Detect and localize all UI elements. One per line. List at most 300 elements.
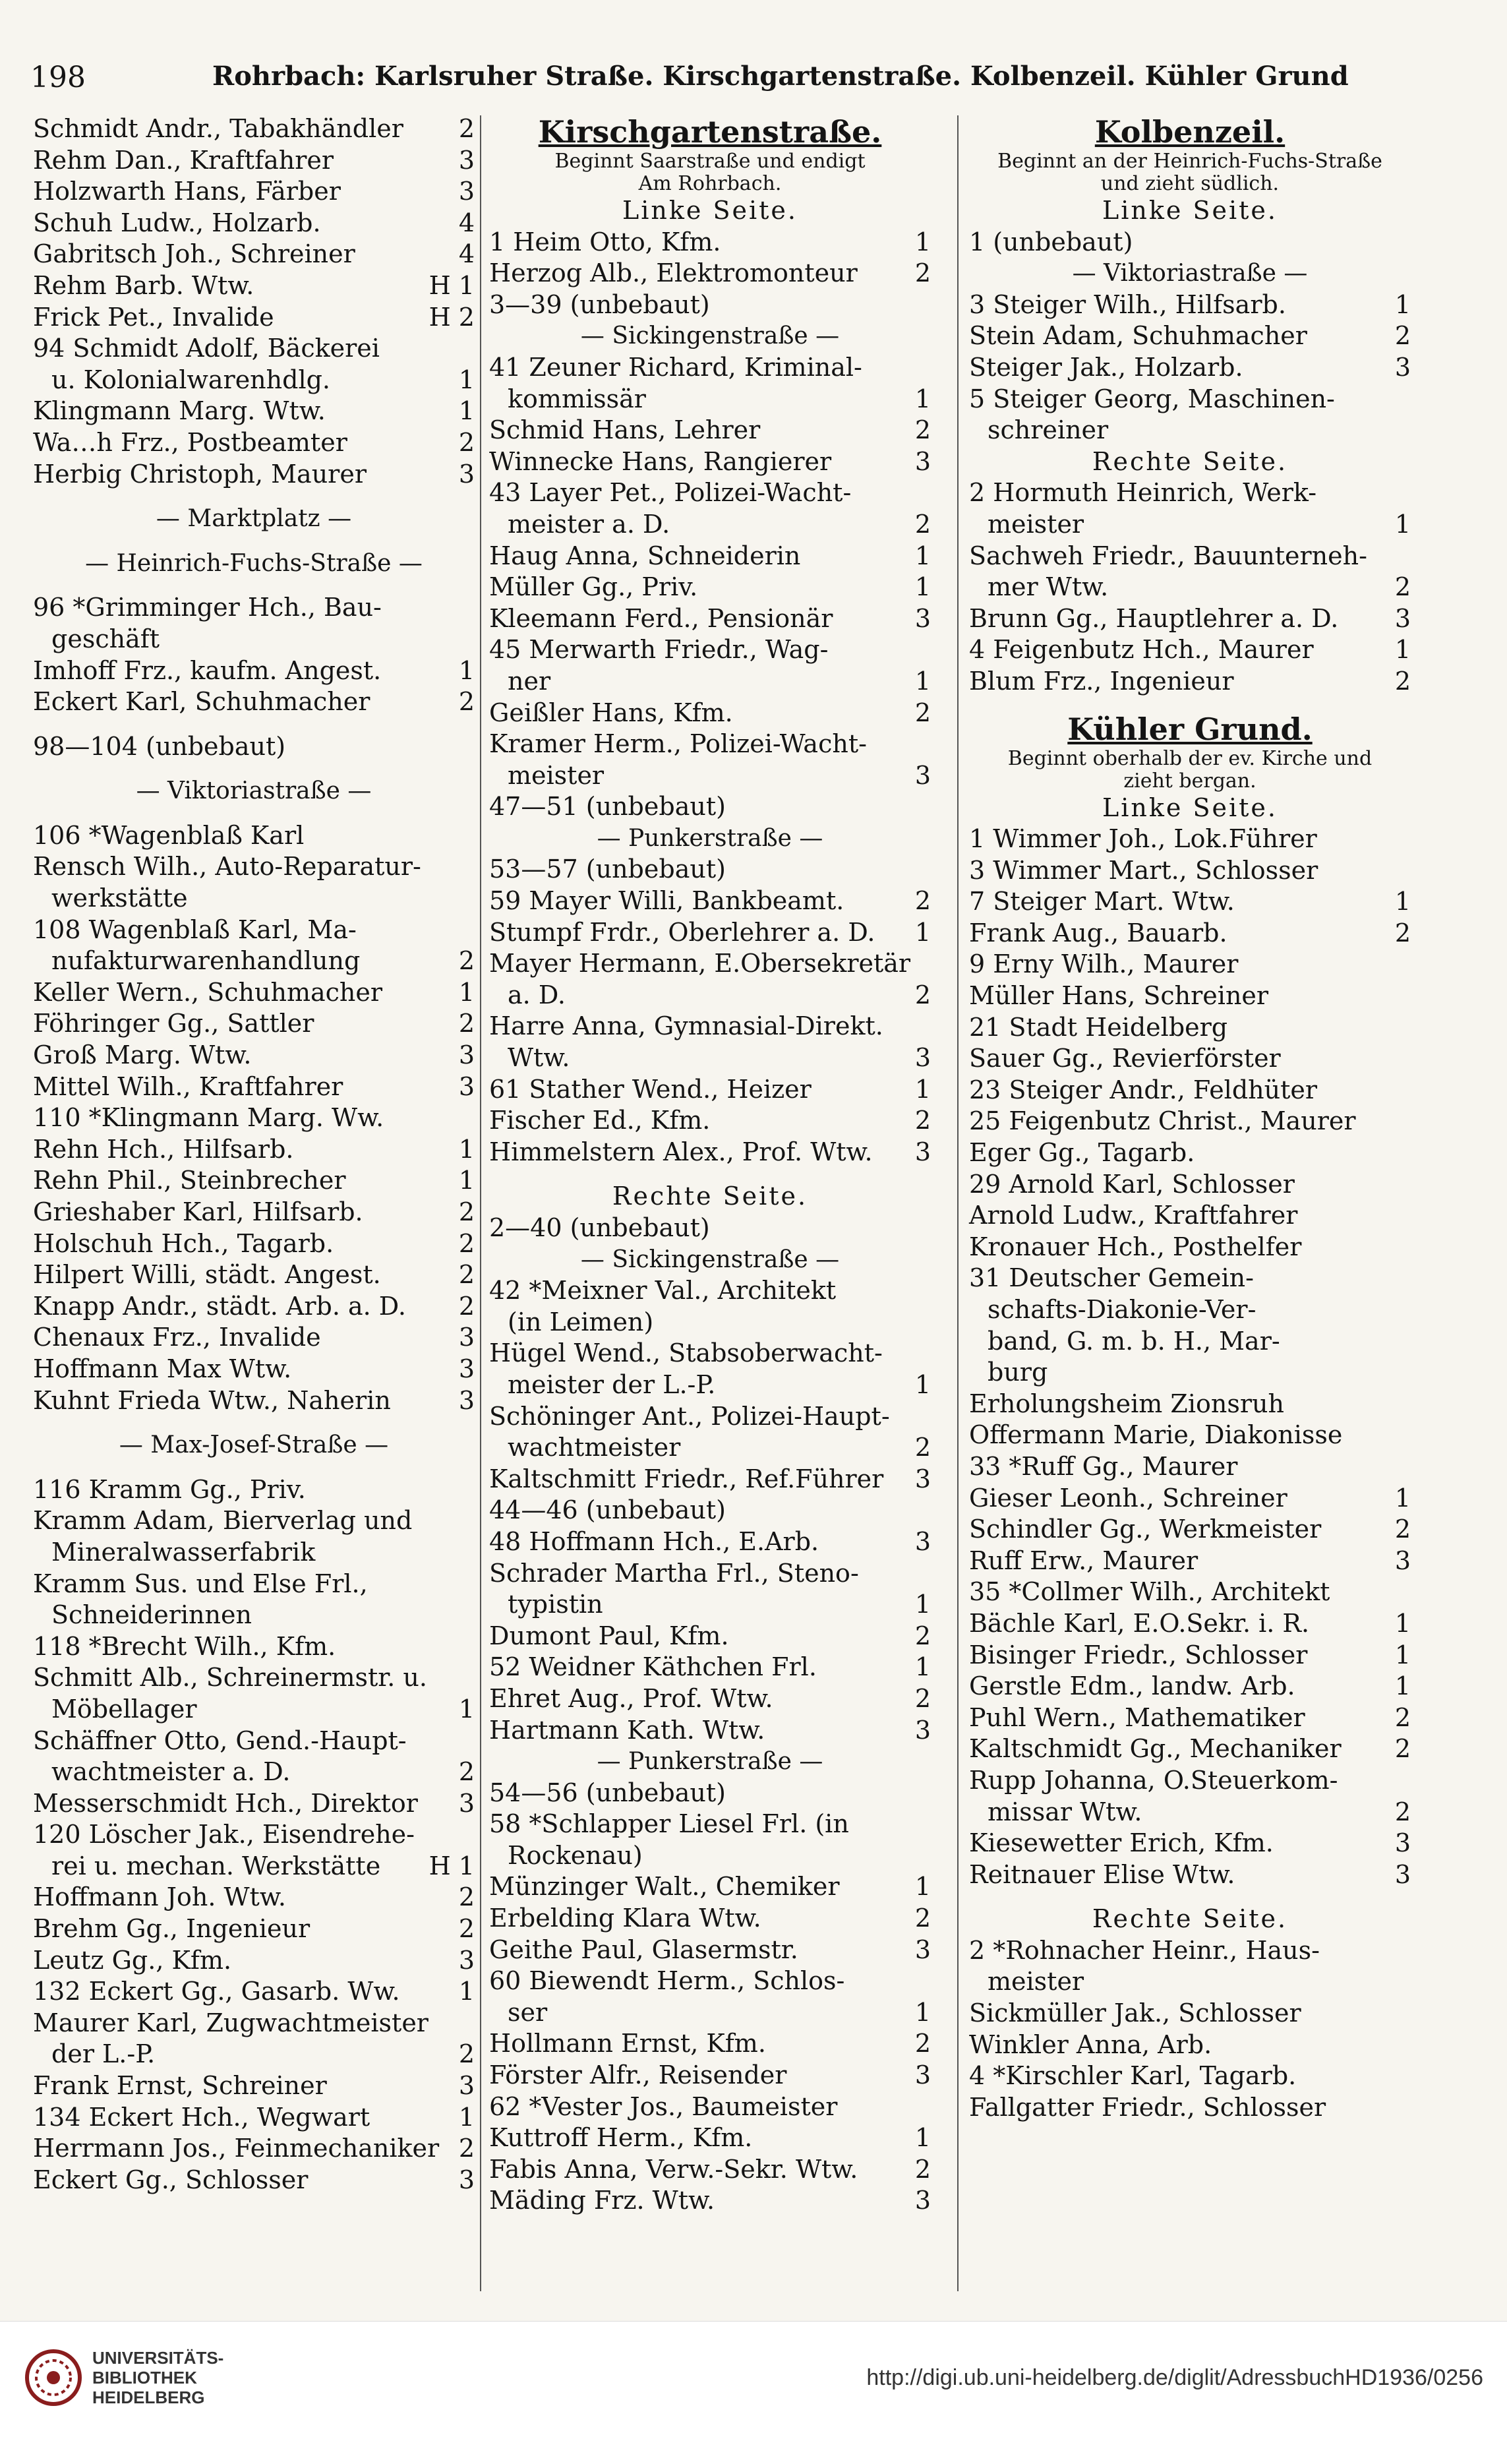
entry-text: Frank Aug., Bauarb.: [969, 918, 1227, 947]
directory-entry: [33, 396, 475, 427]
floor-number: 3: [458, 459, 475, 489]
floor-number: 3: [458, 1071, 475, 1101]
directory-entry: [489, 698, 931, 729]
directory-entry: [489, 854, 931, 886]
directory-entry: [489, 634, 931, 666]
library-name-line: BIBLIOTHEK: [92, 2368, 197, 2388]
directory-entry: [489, 1997, 931, 2029]
directory-entry: [489, 1105, 931, 1137]
directory-entry: [33, 1102, 475, 1134]
entry-text: Messerschmidt Hch., Direktor: [33, 1788, 418, 1818]
library-name-line: UNIVERSITÄTS-: [92, 2348, 224, 2368]
entry-text: Leutz Gg., Kfm.: [33, 1945, 232, 1975]
directory-entry: [969, 2060, 1411, 2092]
floor-number: 1: [914, 1652, 931, 1682]
directory-entry: [969, 1608, 1411, 1640]
floor-number: 3: [458, 1354, 475, 1383]
directory-entry: [489, 729, 931, 760]
directory-entry: [969, 1640, 1411, 1671]
directory-entry: [489, 572, 931, 603]
floor-number: 1: [914, 572, 931, 602]
entry-text: 3 Steiger Wilh., Hilfsarb.: [969, 289, 1286, 319]
directory-entry: [33, 1040, 475, 1071]
directory-entry: [969, 1357, 1411, 1389]
entry-text: Müller Hans, Schreiner: [969, 981, 1269, 1011]
floor-number: 1: [1394, 1671, 1411, 1701]
entry-text: 42 *Meixner Val., Architekt: [489, 1276, 837, 1306]
university-seal-icon: [24, 2348, 83, 2407]
directory-entry: [969, 572, 1411, 603]
directory-entry: [33, 883, 475, 915]
floor-number: 3: [914, 1464, 931, 1493]
directory-entry: [489, 1526, 931, 1558]
entry-text: 118 *Brecht Wilh., Kfm.: [33, 1631, 336, 1661]
entry-text: 1 Wimmer Joh., Lok.Führer: [969, 824, 1317, 854]
directory-entry: [33, 977, 475, 1009]
directory-entry: [969, 1671, 1411, 1702]
entry-text: schreiner: [988, 415, 1109, 445]
floor-number: 2: [1394, 918, 1411, 947]
floor-number: 3: [914, 1935, 931, 1964]
entry-text: Herrmann Jos., Feinmechaniker: [33, 2134, 440, 2163]
entry-text: Winnecke Hans, Rangierer: [489, 446, 832, 476]
directory-entry: [489, 1401, 931, 1433]
floor-number: 1: [914, 2123, 931, 2153]
directory-entry: [33, 1569, 475, 1600]
side-heading: Linke Seite.: [1102, 196, 1278, 225]
directory-entry: [969, 1420, 1411, 1451]
directory-entry: [33, 208, 475, 239]
directory-entry: [33, 1819, 475, 1851]
directory-entry: [489, 603, 931, 635]
directory-entry: [969, 541, 1411, 572]
directory-entry: [33, 427, 475, 459]
floor-number: 1: [458, 2102, 475, 2132]
floor-number: 4: [458, 239, 475, 269]
directory-entry: [33, 946, 475, 977]
page-number: 198: [30, 61, 86, 94]
directory-entry: [33, 1788, 475, 1820]
floor-number: 1: [914, 1074, 931, 1104]
floor-number: 1: [458, 1166, 475, 1195]
floor-number: 3: [1394, 1828, 1411, 1858]
entry-text: band, G. m. b. H., Mar-: [988, 1326, 1280, 1356]
floor-number: 1: [1394, 635, 1411, 665]
entry-text: Stein Adam, Schuhmacher: [969, 321, 1307, 351]
directory-entry: [33, 1662, 475, 1694]
directory-entry: [969, 1200, 1411, 1232]
directory-entry: [489, 1871, 931, 1903]
entry-text: schafts-Diakonie-Ver-: [988, 1295, 1256, 1324]
entry-text: geschäft: [51, 624, 160, 653]
directory-entry: [33, 1537, 475, 1569]
directory-entry: [489, 1074, 931, 1106]
street-description: zieht bergan.: [1123, 769, 1256, 793]
entry-text: 29 Arnold Karl, Schlosser: [969, 1169, 1295, 1199]
entry-text: Fabis Anna, Verw.-Sekr. Wtw.: [489, 2154, 858, 2184]
street-description: Beginnt Saarstraße und endigt: [554, 150, 866, 173]
entry-text: Rehm Dan., Kraftfahrer: [33, 145, 334, 175]
directory-entry: [33, 2008, 475, 2039]
directory-entry: [33, 851, 475, 883]
directory-entry: [969, 855, 1411, 887]
floor-number: 1: [914, 227, 931, 256]
floor-number: 3: [458, 1945, 475, 1975]
entry-text: nufakturwarenhandlung: [51, 946, 361, 976]
entry-text: Schöninger Ant., Polizei-Haupt-: [489, 1401, 890, 1431]
entry-text: Föhringer Gg., Sattler: [33, 1009, 314, 1038]
entry-text: meister: [508, 760, 605, 790]
floor-number: 1: [1394, 289, 1411, 319]
entry-text: Kleemann Ferd., Pensionär: [489, 603, 833, 633]
floor-number: 1: [458, 365, 475, 394]
directory-entry: [969, 1546, 1411, 1577]
directory-entry: [489, 1715, 931, 1747]
directory-entry: [489, 1683, 931, 1715]
entry-text: Mäding Frz. Wtw.: [489, 2186, 715, 2215]
floor-number: 3: [914, 1526, 931, 1556]
entry-text: Sickmüller Jak., Schlosser: [969, 1998, 1301, 2028]
directory-entry: [969, 2092, 1411, 2124]
directory-entry: [489, 1369, 931, 1401]
directory-entry: [969, 1733, 1411, 1765]
floor-number: 2: [458, 1228, 475, 1258]
floor-number: 2: [458, 1291, 475, 1321]
floor-number: 2: [914, 2154, 931, 2184]
directory-entry: [969, 1043, 1411, 1075]
entry-text: 62 *Vester Jos., Baumeister: [489, 2091, 838, 2121]
floor-number: 2: [914, 1683, 931, 1713]
entry-text: meister: [988, 1967, 1084, 1997]
entry-text: 2 *Rohnacher Heinr., Haus-: [969, 1935, 1320, 1965]
entry-text: 1 Heim Otto, Kfm.: [489, 227, 721, 256]
entry-text: burg: [988, 1358, 1048, 1387]
entry-text: Fallgatter Friedr., Schlosser: [969, 2092, 1326, 2122]
floor-number: 2: [1394, 321, 1411, 351]
entry-text: Hilpert Willi, städt. Angest.: [33, 1260, 381, 1290]
street-heading: Kühler Grund.: [1067, 711, 1313, 747]
floor-number: 1: [1394, 509, 1411, 539]
directory-entry: [489, 446, 931, 478]
directory-entry: [489, 1338, 931, 1369]
entry-text: Kuhnt Frieda Wtw., Naherin: [33, 1385, 391, 1415]
directory-entry: [489, 2185, 931, 2217]
entry-text: meister der L.-P.: [508, 1369, 716, 1399]
running-head: Rohrbach: Karlsruher Straße. Kirschgartenstraße. Kolbenzeil. Kühler Grund: [212, 61, 1349, 92]
directory-entry: [969, 1075, 1411, 1106]
entry-text: 21 Stadt Heidelberg: [969, 1012, 1228, 1042]
directory-entry: [33, 624, 475, 655]
floor-number: 2: [458, 1914, 475, 1944]
directory-entry: [489, 1558, 931, 1590]
directory-entry: [969, 1326, 1411, 1358]
entry-text: Kaltschmidt Gg., Mechaniker: [969, 1734, 1342, 1764]
column-1: [33, 113, 475, 2196]
directory-entry: [969, 1169, 1411, 1201]
entry-text: Hartmann Kath. Wtw.: [489, 1715, 765, 1745]
entry-text: Puhl Wern., Mathematiker: [969, 1702, 1305, 1732]
entry-text: ser: [508, 1997, 548, 2027]
entry-text: Kramm Sus. und Else Frl.,: [33, 1569, 368, 1598]
entry-text: Eckert Karl, Schuhmacher: [33, 687, 370, 717]
column-divider: [480, 115, 481, 2291]
entry-text: Eckert Gg., Schlosser: [33, 2165, 309, 2194]
entry-text: (in Leimen): [508, 1307, 654, 1337]
directory-entry: [969, 1765, 1411, 1797]
entry-text: Chenaux Frz., Invalide: [33, 1323, 321, 1352]
entry-text: Wa…h Frz., Postbeamter: [33, 427, 347, 457]
directory-entry: [33, 2039, 475, 2070]
entry-text: 1 (unbebaut): [969, 227, 1133, 256]
directory-entry: [33, 915, 475, 946]
entry-text: Rupp Johanna, O.Steuerkom-: [969, 1765, 1338, 1795]
entry-text: 48 Hoffmann Hch., E.Arb.: [489, 1526, 819, 1556]
floor-number: 3: [914, 2060, 931, 2090]
directory-entry: [33, 302, 475, 334]
entry-text: Maurer Karl, Zugwachtmeister: [33, 2008, 428, 2037]
entry-text: Sachweh Friedr., Bauunterneh-: [969, 541, 1367, 570]
floor-number: 2: [1394, 1734, 1411, 1764]
entry-text: Haug Anna, Schneiderin: [489, 541, 801, 570]
floor-number: 2: [458, 1197, 475, 1226]
floor-number: 2: [1394, 666, 1411, 696]
street-heading: Kolbenzeil.: [1094, 114, 1285, 150]
floor-number: 2: [914, 1106, 931, 1135]
directory-entry: [489, 917, 931, 949]
cross-street: — Punkerstraße —: [597, 824, 823, 852]
directory-entry: [969, 949, 1411, 980]
floor-number: 3: [458, 1040, 475, 1070]
entry-text: 45 Merwarth Friedr., Wag-: [489, 635, 829, 665]
directory-entry: [489, 1840, 931, 1872]
entry-text: 3 Wimmer Mart., Schlosser: [969, 855, 1318, 885]
directory-entry: [33, 1134, 475, 1166]
directory-entry: [489, 1464, 931, 1495]
directory-entry: [489, 666, 931, 698]
directory-entry: [33, 1322, 475, 1354]
directory-entry: [33, 270, 475, 302]
floor-number: 1: [914, 1872, 931, 1902]
entry-text: Imhoff Frz., kaufm. Angest.: [33, 655, 382, 685]
floor-number: H 1: [428, 1851, 475, 1880]
entry-text: Kramer Herm., Polizei-Wacht-: [489, 729, 867, 759]
directory-entry: [33, 1631, 475, 1663]
directory-entry: [33, 2133, 475, 2165]
directory-entry: [489, 1213, 931, 1244]
entry-text: 5 Steiger Georg, Maschinen-: [969, 384, 1335, 413]
directory-entry: [33, 333, 475, 365]
floor-number: 3: [914, 446, 931, 476]
floor-number: 2: [914, 698, 931, 727]
floor-number: 2: [914, 1433, 931, 1462]
entry-text: Herbig Christoph, Maurer: [33, 459, 367, 489]
entry-text: 106 *Wagenblaß Karl: [33, 820, 305, 850]
directory-entry: [33, 2070, 475, 2102]
directory-entry: [33, 1474, 475, 1506]
entry-text: Förster Alfr., Reisender: [489, 2060, 787, 2090]
entry-text: Hoffmann Max Wtw.: [33, 1354, 292, 1383]
entry-text: 3—39 (unbebaut): [489, 289, 710, 319]
directory-entry: [33, 820, 475, 852]
entry-text: Fischer Ed., Kfm.: [489, 1106, 711, 1135]
floor-number: 2: [458, 2039, 475, 2069]
entry-text: wachtmeister: [508, 1433, 681, 1462]
directory-entry: [33, 1008, 475, 1040]
directory-entry: [489, 2028, 931, 2060]
floor-number: 2: [914, 2029, 931, 2058]
entry-text: a. D.: [508, 980, 566, 1009]
directory-entry: [489, 1903, 931, 1935]
entry-text: Kiesewetter Erich, Kfm.: [969, 1828, 1274, 1858]
directory-entry: [489, 1809, 931, 1840]
directory-entry: [969, 1935, 1411, 1967]
entry-text: Gerstle Edm., landw. Arb.: [969, 1671, 1295, 1701]
floor-number: 1: [914, 1997, 931, 2027]
floor-number: 2: [458, 427, 475, 457]
floor-number: 2: [914, 509, 931, 539]
page-header: [30, 61, 1474, 107]
directory-entry: [33, 145, 475, 177]
directory-entry: [969, 824, 1411, 855]
directory-entry: [489, 1011, 931, 1042]
entry-text: Mineralwasserfabrik: [51, 1537, 316, 1567]
directory-entry: [489, 352, 931, 384]
floor-number: 2: [1394, 572, 1411, 602]
entry-text: Frank Ernst, Schreiner: [33, 2071, 327, 2101]
entry-text: 2—40 (unbebaut): [489, 1213, 710, 1242]
entry-text: Wtw.: [508, 1043, 570, 1073]
directory-entry: [969, 1451, 1411, 1483]
directory-entry: [489, 1307, 931, 1338]
directory-entry: [969, 1263, 1411, 1294]
entry-text: Grieshaber Karl, Hilfsarb.: [33, 1197, 363, 1226]
entry-text: 23 Steiger Andr., Feldhüter: [969, 1075, 1318, 1104]
entry-text: kommissär: [508, 384, 646, 413]
entry-text: 120 Löscher Jak., Eisendrehe-: [33, 1820, 415, 1849]
directory-entry: [33, 113, 475, 145]
entry-text: 132 Eckert Gg., Gasarb. Ww.: [33, 1977, 400, 2006]
directory-entry: [969, 1483, 1411, 1515]
directory-entry: [33, 2102, 475, 2134]
library-name-line: HEIDELBERG: [92, 2388, 205, 2407]
directory-entry: [489, 1432, 931, 1464]
spacer: [33, 579, 475, 592]
entry-text: 53—57 (unbebaut): [489, 855, 726, 884]
directory-entry: [969, 1966, 1411, 1998]
side-heading: Linke Seite.: [1102, 793, 1278, 822]
directory-entry: [489, 289, 931, 321]
spacer: [33, 718, 475, 731]
floor-number: 3: [458, 1323, 475, 1352]
footer: [0, 2321, 1507, 2464]
entry-text: Kaltschmitt Friedr., Ref.Führer: [489, 1464, 884, 1493]
directory-entry: [33, 1385, 475, 1417]
directory-entry: [489, 1935, 931, 1966]
floor-number: 2: [914, 1904, 931, 1933]
entry-text: Dumont Paul, Kfm.: [489, 1621, 729, 1650]
directory-entry: [33, 1197, 475, 1228]
entry-text: Offermann Marie, Diakonisse: [969, 1420, 1343, 1450]
entry-text: Münzinger Walt., Chemiker: [489, 1872, 840, 1902]
entry-text: Rehm Barb. Wtw.: [33, 270, 254, 300]
entry-text: Keller Wern., Schuhmacher: [33, 977, 383, 1007]
entry-text: 41 Zeuner Richard, Kriminal-: [489, 352, 862, 382]
entry-text: Ruff Erw., Maurer: [969, 1546, 1198, 1575]
entry-text: Brehm Gg., Ingenieur: [33, 1914, 310, 1944]
column-3: [969, 113, 1411, 2123]
column-divider: [957, 115, 959, 2291]
floor-number: 2: [458, 687, 475, 717]
entry-text: meister: [988, 509, 1084, 539]
directory-entry: [489, 477, 931, 509]
floor-number: 3: [914, 2186, 931, 2215]
entry-text: wachtmeister a. D.: [51, 1757, 291, 1787]
entry-text: Hollmann Ernst, Kfm.: [489, 2029, 766, 2058]
entry-text: 59 Mayer Willi, Bankbeamt.: [489, 886, 844, 916]
source-url[interactable]: http://digi.ub.uni-heidelberg.de/diglit/AdressbuchHD1936/0256: [866, 2365, 1483, 2390]
directory-entry: [33, 655, 475, 687]
entry-text: Eger Gg., Tagarb.: [969, 1138, 1195, 1168]
entry-text: Schrader Martha Frl., Steno-: [489, 1558, 859, 1588]
directory-entry: [33, 1071, 475, 1103]
entry-text: Kuttroff Herm., Kfm.: [489, 2123, 753, 2153]
directory-entry: [33, 1694, 475, 1726]
entry-text: Schuh Ludw., Holzarb.: [33, 208, 321, 237]
entry-text: Bächle Karl, E.O.Sekr. i. R.: [969, 1608, 1310, 1638]
floor-number: 1: [458, 396, 475, 426]
directory-entry: [969, 415, 1411, 446]
column-2: [489, 113, 931, 2217]
entry-text: 60 Biewendt Herm., Schlos-: [489, 1966, 845, 1996]
directory-entry: [33, 1259, 475, 1291]
floor-number: 1: [458, 655, 475, 685]
street-description: Am Rohrbach.: [638, 172, 782, 195]
entry-text: Schmidt Andr., Tabakhändler: [33, 114, 403, 143]
entry-text: 31 Deutscher Gemein-: [969, 1263, 1254, 1293]
entry-text: Mittel Wilh., Kraftfahrer: [33, 1071, 343, 1101]
street-heading: Kirschgartenstraße.: [538, 114, 882, 150]
directory-entry: [969, 1828, 1411, 1859]
entry-text: 4 *Kirschler Karl, Tagarb.: [969, 2061, 1297, 2091]
floor-number: 1: [1394, 1640, 1411, 1669]
entry-text: Müller Gg., Priv.: [489, 572, 698, 602]
directory-entry: [489, 1652, 931, 1683]
directory-entry: [969, 886, 1411, 918]
entry-text: Hügel Wend., Stabsoberwacht-: [489, 1338, 883, 1368]
entry-text: Gabritsch Joh., Schreiner: [33, 239, 355, 269]
directory-entry: [33, 239, 475, 270]
directory-entry: [33, 1600, 475, 1631]
entry-text: Schindler Gg., Werkmeister: [969, 1515, 1322, 1544]
entry-text: Knapp Andr., städt. Arb. a. D.: [33, 1291, 406, 1321]
directory-entry: [33, 1165, 475, 1197]
floor-number: 3: [458, 145, 475, 175]
cross-street: — Marktplatz —: [156, 505, 352, 533]
directory-entry: [969, 509, 1411, 541]
entry-text: 2 Hormuth Heinrich, Werk-: [969, 478, 1317, 508]
entry-text: Möbellager: [51, 1694, 197, 1724]
entry-text: Rehn Hch., Hilfsarb.: [33, 1134, 294, 1164]
directory-entry: [969, 1106, 1411, 1137]
cross-street: — Punkerstraße —: [597, 1748, 823, 1776]
directory-entry: [33, 176, 475, 208]
side-heading: Rechte Seite.: [1092, 446, 1288, 476]
side-heading: Rechte Seite.: [612, 1182, 808, 1211]
spacer: [33, 1461, 475, 1474]
floor-number: 2: [458, 1882, 475, 1912]
directory-entry: [33, 459, 475, 491]
entry-text: Herzog Alb., Elektromonteur: [489, 258, 858, 288]
